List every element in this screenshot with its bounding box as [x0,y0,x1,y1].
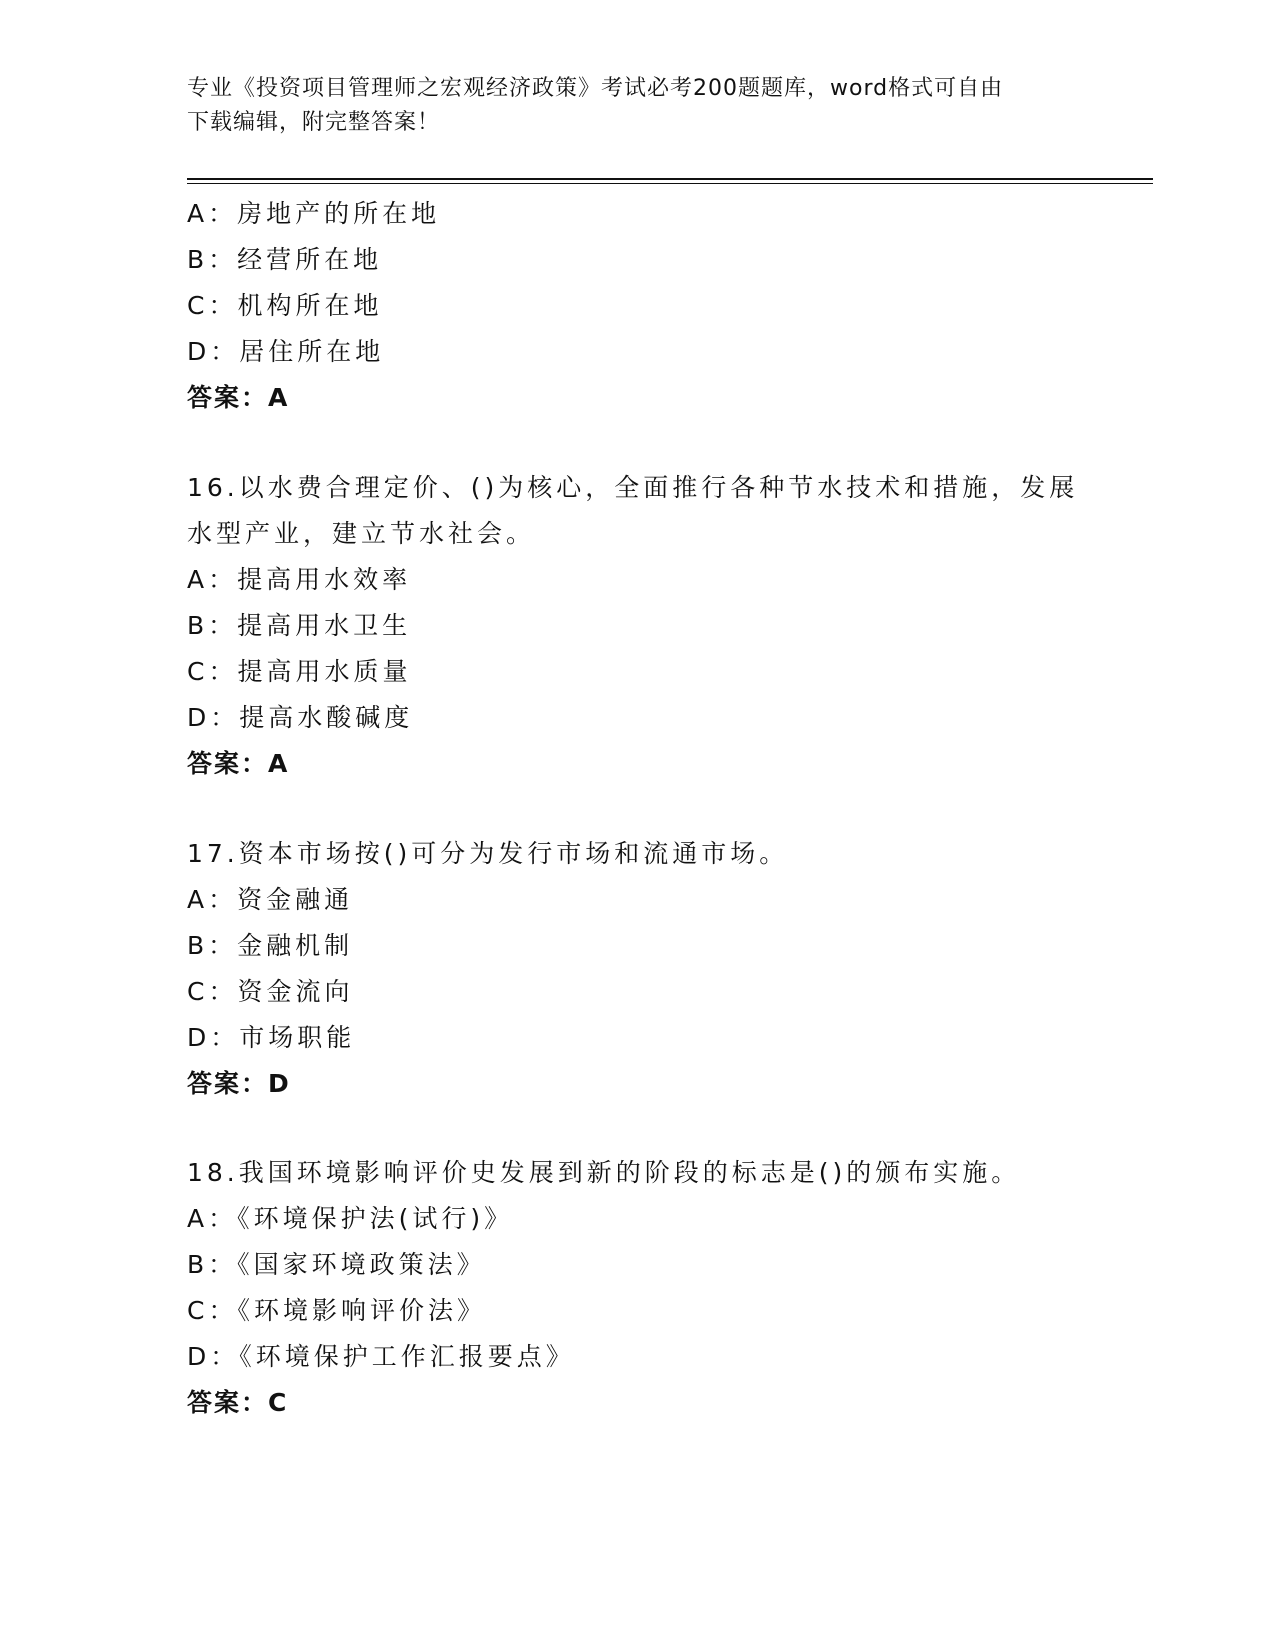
answer-line: 答案：D [187,1069,291,1098]
answer-line: 答案：A [187,383,290,412]
header-divider-thick [187,178,1153,180]
option-b: B：提高用水卫生 [187,611,412,640]
question-block-16 [187,465,1078,787]
question-block-18 [187,1150,1020,1426]
option-d: D：居住所在地 [187,337,385,366]
option-b: B：金融机制 [187,931,354,960]
option-a: A：提高用水效率 [187,565,412,594]
option-c: C：机构所在地 [187,291,383,320]
option-b: B：经营所在地 [187,245,383,274]
document-header [187,72,1067,140]
option-c: C：提高用水质量 [187,657,412,686]
question-text: 16.以水费合理定价、()为核心，全面推行各种节水技术和措施，发展 [187,473,1079,502]
option-c: C：资金流向 [187,977,354,1006]
answer-line: 答案：A [187,749,290,778]
option-a: A：资金融通 [187,885,354,914]
option-b: B：《国家环境政策法》 [187,1250,486,1279]
question-text: 18.我国环境影响评价史发展到新的阶段的标志是()的颁布实施。 [187,1158,1021,1187]
question-text-continued: 水型产业，建立节水社会。 [187,519,536,548]
question-block-15 [187,191,440,421]
header-line-1: 专业《投资项目管理师之宏观经济政策》考试必考200题题库，word格式可自由 [187,76,1004,101]
option-d: D：提高水酸碱度 [187,703,414,732]
answer-line: 答案：C [187,1388,289,1417]
header-divider-thin [187,183,1153,184]
option-a: A：房地产的所在地 [187,199,441,228]
option-d: D：《环境保护工作汇报要点》 [187,1342,575,1371]
header-line-2: 下载编辑，附完整答案！ [187,110,441,135]
option-d: D：市场职能 [187,1023,356,1052]
option-c: C：《环境影响评价法》 [187,1296,486,1325]
option-a: A：《环境保护法(试行)》 [187,1204,514,1233]
question-text: 17.资本市场按()可分为发行市场和流通市场。 [187,839,789,868]
question-block-17 [187,831,788,1107]
